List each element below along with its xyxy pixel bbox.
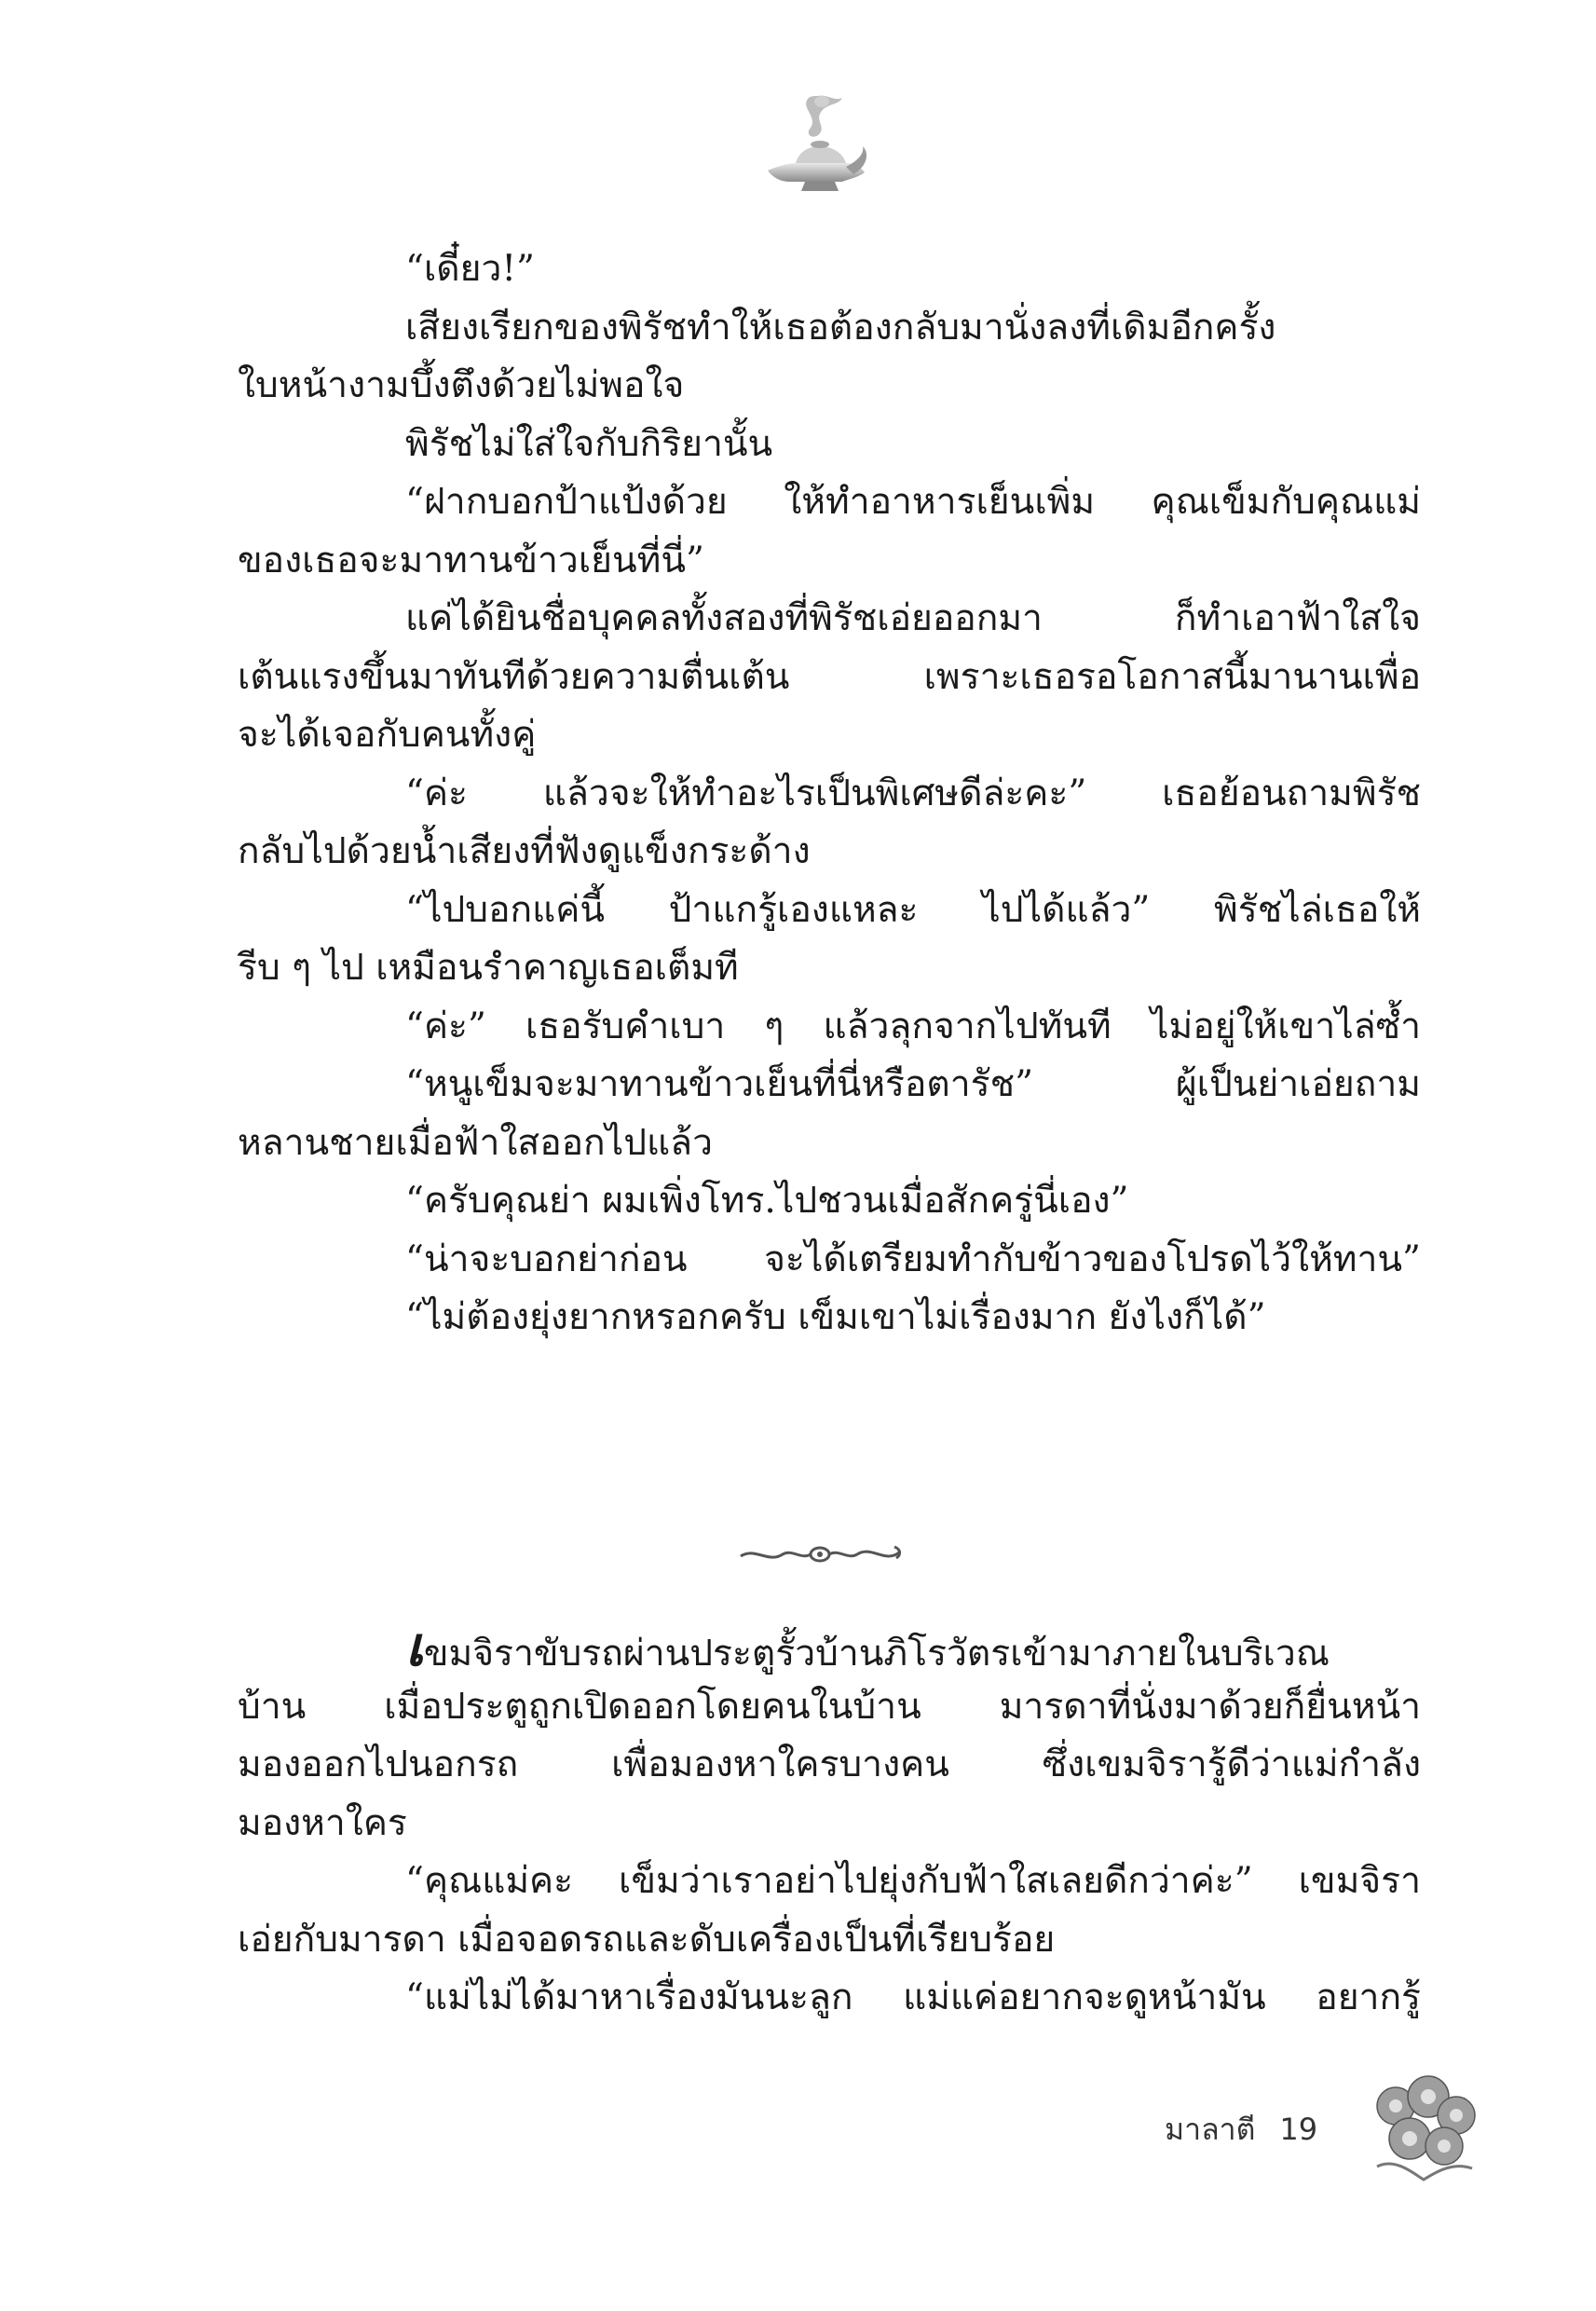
text-line: “น่าจะบอกย่าก่อน จะได้เตรียมทำกับข้าวของโปรดไว้ให้ทาน” bbox=[405, 1238, 1421, 1280]
genie-lamp-icon bbox=[753, 89, 874, 200]
text-line: มองหาใคร bbox=[238, 1801, 407, 1844]
text-line: “หนูเข็มจะมาทานข้าวเย็นที่นี่หรือตารัช” ผู้เป็นย่าเอ่ยถาม bbox=[405, 1063, 1421, 1105]
drop-cap: เ bbox=[405, 1615, 424, 1678]
text-line: แค่ได้ยินชื่อบุคคลทั้งสองที่พิรัชเอ่ยออกมา ก็ทำเอาฟ้าใสใจ bbox=[405, 597, 1421, 639]
text-line: เต้นแรงขึ้นมาทันทีด้วยความตื่นเต้น เพราะเธอรอโอกาสนี้มานานเพื่อ bbox=[238, 655, 1421, 698]
flower-bouquet-icon bbox=[1358, 2064, 1489, 2185]
page-footer bbox=[1165, 2106, 1317, 2154]
text-line: มองออกไปนอกรถ เพื่อมองหาใครบางคน ซึ่งเขมจิรารู้ดีว่าแม่กำลัง bbox=[238, 1744, 1421, 1785]
text-line: เอ่ยกับมารดา เมื่อจอดรถและดับเครื่องเป็นที่เรียบร้อย bbox=[238, 1918, 1056, 1961]
text-line: รีบ ๆ ไป เหมือนรำคาญเธอเต็มที bbox=[238, 947, 739, 989]
text-line: “ครับคุณย่า ผมเพิ่งโทร.ไปชวนเมื่อสักครู่นี่เอง” bbox=[405, 1180, 1129, 1222]
page-number: 19 bbox=[1279, 2112, 1318, 2147]
text-line: “ค่ะ แล้วจะให้ทำอะไรเป็นพิเศษดีล่ะคะ” เธอย้อนถามพิรัช bbox=[405, 772, 1421, 814]
paragraph-block-1 bbox=[238, 240, 1421, 1347]
swirl-divider-icon bbox=[736, 1536, 904, 1573]
text-line: “ไปบอกแค่นี้ ป้าแกรู้เองแหละ ไปได้แล้ว” พิรัชไล่เธอให้ bbox=[405, 888, 1421, 931]
text-line-with-dropcap bbox=[238, 1615, 1421, 1678]
text-line: พิรัชไม่ใส่ใจกับกิริยานั้น bbox=[405, 422, 773, 465]
text-line: “เดี๋ยว!” bbox=[405, 248, 535, 290]
paragraph-block-2 bbox=[238, 1615, 1421, 2028]
text-line: “คุณแม่คะ เข็มว่าเราอย่าไปยุ่งกับฟ้าใสเลยดีกว่าค่ะ” เขมจิรา bbox=[405, 1860, 1421, 1902]
text-line: ใบหน้างามบึ้งตึงด้วยไม่พอใจ bbox=[238, 364, 685, 406]
text-line: “ค่ะ” เธอรับคำเบา ๆ แล้วลุกจากไปทันที ไม่อยู่ให้เขาไล่ซ้ำ bbox=[405, 1005, 1421, 1047]
text-line: เสียงเรียกของพิรัชทำให้เธอต้องกลับมานั่งลงที่เดิมอีกครั้ง bbox=[405, 306, 1276, 349]
text-line: กลับไปด้วยน้ำเสียงที่ฟังดูแข็งกระด้าง bbox=[238, 830, 811, 872]
text-line-rest: ขมจิราขับรถผ่านประตูรั้วบ้านภิโรวัตรเข้ามาภายในบริเวณ bbox=[423, 1633, 1330, 1675]
text-line: บ้าน เมื่อประตูถูกเปิดออกโดยคนในบ้าน มารดาที่นั่งมาด้วยก็ยื่นหน้า bbox=[238, 1685, 1421, 1728]
text-line: หลานชายเมื่อฟ้าใสออกไปแล้ว bbox=[238, 1121, 713, 1164]
text-line: ของเธอจะมาทานข้าวเย็นที่นี่” bbox=[238, 539, 704, 581]
text-line: “แม่ไม่ได้มาหาเรื่องมันนะลูก แม่แค่อยากจะดูหน้ามัน อยากรู้ bbox=[405, 1976, 1421, 2018]
text-line: “ฝากบอกป้าแป้งด้วย ให้ทำอาหารเย็นเพิ่ม คุณเข็มกับคุณแม่ bbox=[405, 481, 1421, 523]
book-title: มาลาตี bbox=[1165, 2112, 1256, 2147]
text-line: จะได้เจอกับคนทั้งคู่ bbox=[238, 714, 537, 756]
text-line: “ไม่ต้องยุ่งยากหรอกครับ เข็มเขาไม่เรื่องมาก ยังไงก็ได้” bbox=[405, 1296, 1266, 1338]
